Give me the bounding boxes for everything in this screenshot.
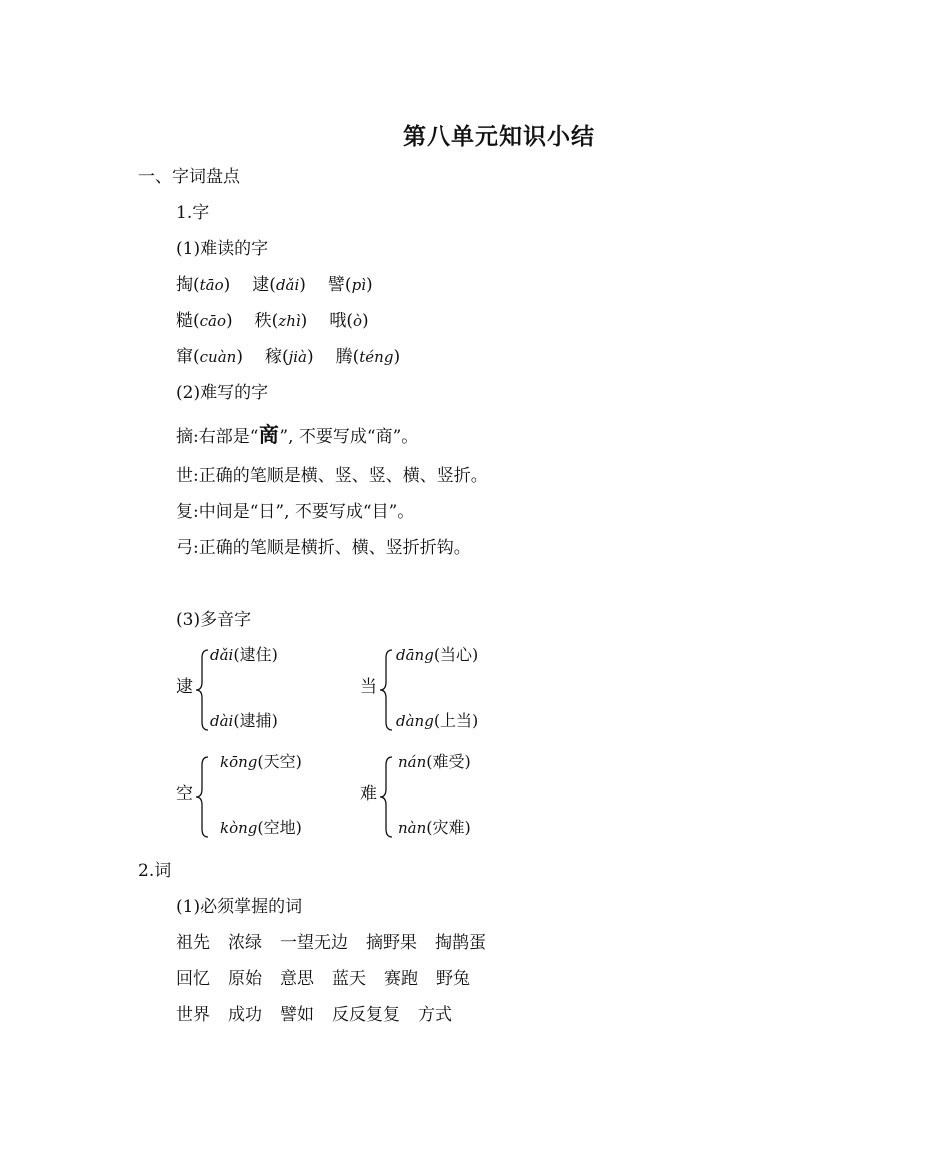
polyphone-reading xyxy=(398,749,471,772)
polyphone-group xyxy=(360,646,560,738)
polyphone-reading xyxy=(396,642,478,665)
brace-icon xyxy=(194,755,210,839)
hard-read-char: 窜 xyxy=(176,347,193,367)
hard-write-item: 世:正确的笔顺是横、竖、竖、横、竖折。 xyxy=(176,466,488,486)
polyphone-char: 空 xyxy=(176,784,193,804)
polyphone-char: 逮 xyxy=(176,677,193,697)
vocab-word: 浓绿 xyxy=(228,933,262,953)
page-title: 第八单元知识小结 xyxy=(403,124,595,150)
polyphone-reading xyxy=(210,642,278,665)
hard-write-text: 摘:右部是“ xyxy=(176,427,259,447)
hard-read-row: 糙(cāo) 秩(zhì) 哦(ò) xyxy=(176,311,369,331)
hard-read-row: 窜(cuàn) 稼(jià) 腾(téng) xyxy=(176,347,401,367)
brace-icon xyxy=(194,648,210,732)
emphasized-character: 啇 xyxy=(258,423,280,447)
hard-read-row: 掏(tāo) 逮(dǎi) 譬(pì) xyxy=(176,275,373,295)
vocab-word: 掏鹊蛋 xyxy=(435,933,486,953)
pinyin: cāo xyxy=(199,312,227,330)
words-heading: (1)必须掌握的词 xyxy=(176,897,303,917)
polyphone-heading: (3)多音字 xyxy=(176,610,252,630)
pinyin: tāo xyxy=(199,276,224,294)
example-word: (逮捕) xyxy=(233,711,278,730)
polyphone-group xyxy=(176,646,376,738)
vocab-word: 蓝天 xyxy=(332,969,366,989)
polyphone-char: 难 xyxy=(360,784,377,804)
pinyin: dǎi xyxy=(210,646,234,664)
hard-read-char: 譬 xyxy=(327,275,345,295)
brace-icon xyxy=(378,648,394,732)
example-word: (空地) xyxy=(257,818,302,837)
word-row xyxy=(176,1003,470,1027)
vocab-word: 譬如 xyxy=(280,1005,314,1025)
polyphone-char: 当 xyxy=(360,677,377,697)
polyphone-reading xyxy=(220,815,302,838)
pinyin: jià xyxy=(288,348,307,366)
example-word: (灾难) xyxy=(426,818,471,837)
polyphone-group xyxy=(176,753,376,845)
pinyin: téng xyxy=(359,348,394,366)
hard-read-char: 稼 xyxy=(264,347,282,367)
hard-read-char: 秩 xyxy=(254,311,272,331)
section-heading-word-review: 一、字词盘点 xyxy=(138,167,240,187)
hard-write-heading: (2)难写的字 xyxy=(176,383,269,403)
vocab-word: 方式 xyxy=(418,1005,452,1025)
example-word: (当心) xyxy=(433,645,479,664)
hard-write-item: 弓:正确的笔顺是横折、横、竖折折钩。 xyxy=(176,538,471,558)
hard-write-item xyxy=(176,423,418,449)
vocab-word: 一望无边 xyxy=(280,933,348,953)
word-row xyxy=(176,967,488,991)
pinyin: dāng xyxy=(396,646,434,664)
pinyin: dài xyxy=(210,712,234,730)
hard-read-heading: (1)难读的字 xyxy=(176,239,269,259)
pinyin: cuàn xyxy=(199,348,237,366)
hard-read-char: 哦 xyxy=(329,311,347,331)
pinyin: dàng xyxy=(396,712,434,730)
vocab-word: 野兔 xyxy=(436,969,470,989)
pinyin: nán xyxy=(398,753,427,771)
vocab-word: 成功 xyxy=(228,1005,262,1025)
polyphone-reading xyxy=(396,708,478,731)
example-word: (逮住) xyxy=(233,645,278,664)
subheading-characters: 1.字 xyxy=(176,203,210,223)
vocab-word: 赛跑 xyxy=(384,969,418,989)
polyphone-group xyxy=(360,753,560,845)
vocab-word: 回忆 xyxy=(176,969,210,989)
pinyin: nàn xyxy=(398,819,427,837)
pinyin: pì xyxy=(351,276,366,294)
vocab-word: 祖先 xyxy=(176,933,210,953)
pinyin: kōng xyxy=(220,753,258,771)
hard-write-text: ”, 不要写成“商”。 xyxy=(279,427,419,447)
polyphone-reading xyxy=(220,749,302,772)
vocab-word: 摘野果 xyxy=(366,933,417,953)
hard-write-item: 复:中间是“日”, 不要写成“目”。 xyxy=(176,502,415,522)
example-word: (天空) xyxy=(257,752,302,771)
pinyin: kòng xyxy=(220,819,258,837)
example-word: (上当) xyxy=(433,711,479,730)
polyphone-reading xyxy=(210,708,278,731)
pinyin: zhì xyxy=(278,312,301,330)
example-word: (难受) xyxy=(426,752,471,771)
pinyin: ò xyxy=(352,312,362,330)
hard-read-char: 掏 xyxy=(176,275,193,295)
polyphone-reading xyxy=(398,815,471,838)
subheading-words: 2.词 xyxy=(138,861,172,881)
vocab-word: 原始 xyxy=(228,969,262,989)
word-row xyxy=(176,931,504,955)
vocab-word: 意思 xyxy=(280,969,314,989)
vocab-word: 世界 xyxy=(176,1005,210,1025)
hard-read-char: 糙 xyxy=(176,311,193,331)
hard-read-char: 逮 xyxy=(252,275,270,295)
pinyin: dǎi xyxy=(275,276,300,294)
brace-icon xyxy=(378,755,394,839)
vocab-word: 反反复复 xyxy=(332,1005,400,1025)
hard-read-char: 腾 xyxy=(335,347,353,367)
